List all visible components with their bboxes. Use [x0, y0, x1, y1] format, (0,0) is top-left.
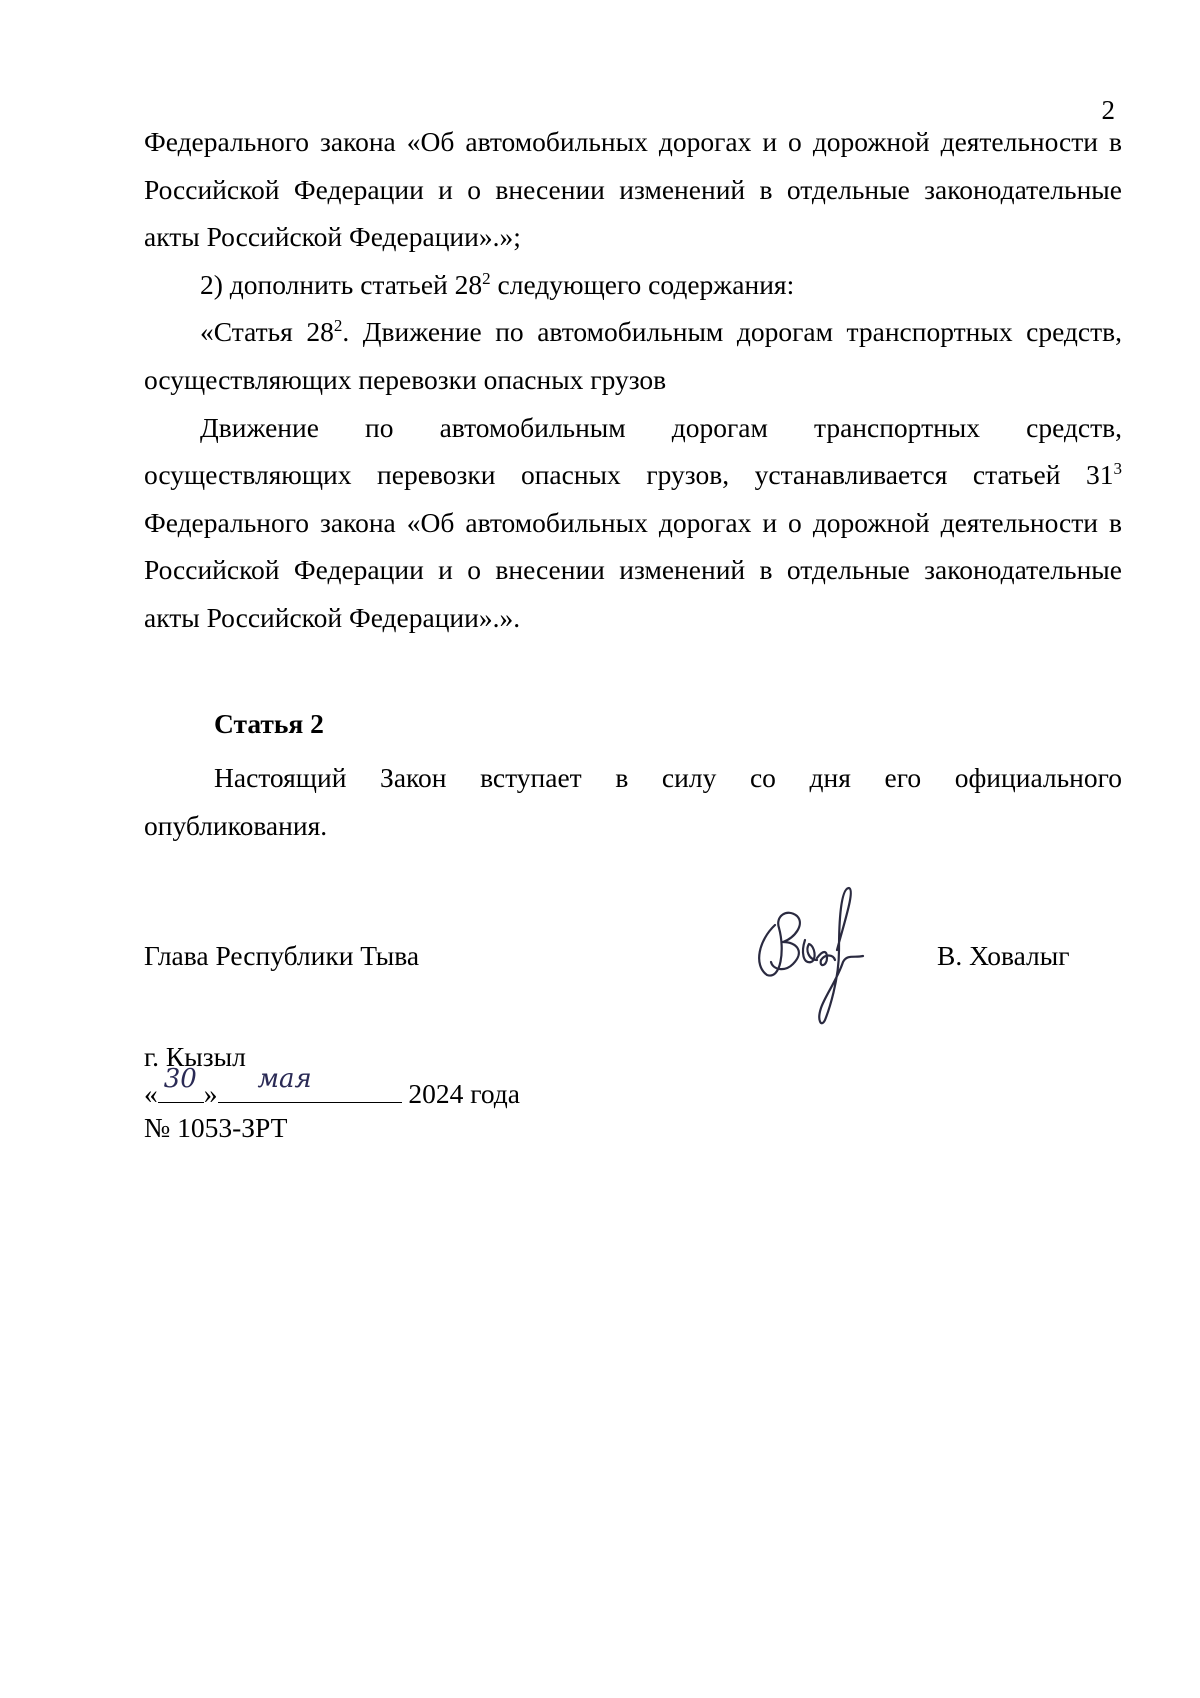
- article2-heading: Статья 2: [214, 708, 324, 739]
- body-line2-prefix: осуществляющих перевозки опасных грузов, устанавливается статьей 31: [144, 459, 1114, 491]
- page-number: 2: [1101, 95, 1115, 125]
- article2-line: Настоящий Закон вступает в силу со дня его официального: [214, 762, 1122, 793]
- new-article-body-line: акты Российской Федерации».».: [144, 601, 521, 633]
- new-article-title-suffix: . Движение по автомобильным дорогам транспортных средств,: [342, 316, 1122, 348]
- document-footer: [144, 1040, 520, 1145]
- day-field: [158, 1064, 204, 1103]
- item-2: [144, 261, 1122, 309]
- item-2-suffix: следующего содержания:: [490, 268, 795, 300]
- year: 2024 года: [401, 1078, 520, 1109]
- new-article-body-line: Федерального закона «Об автомобильных дорогах и о дорожной деятельности в: [144, 506, 1122, 538]
- new-article-body-line: Движение по автомобильным дорогам транспортных средств,: [200, 411, 1122, 443]
- article2-body: [144, 754, 1122, 849]
- handwritten-signature: [745, 880, 885, 1030]
- article2-line: опубликования.: [144, 809, 328, 841]
- body-line2-sup: 3: [1113, 459, 1122, 478]
- new-article-body-line: [144, 451, 1122, 499]
- signatory-name: В. Ховалыг: [937, 940, 1070, 971]
- new-article-body-line: Российской Федерации и о внесении изменений в отдельные законодательные: [144, 554, 1122, 586]
- handwritten-day: 30: [163, 1064, 197, 1094]
- date-close-quote: »: [203, 1078, 218, 1109]
- paragraph-line: акты Российской Федерации».»;: [144, 221, 521, 253]
- document-number: № 1053-ЗРТ: [144, 1112, 288, 1143]
- new-article-title-line2: осуществляющих перевозки опасных грузов: [144, 363, 667, 395]
- date-line: [144, 1064, 520, 1111]
- item-2-prefix: 2) дополнить статьей 28: [200, 268, 483, 300]
- item-2-sup: 2: [482, 268, 491, 288]
- paragraph-line: Российской Федерации и о внесении изменений в отдельные законодательные: [144, 173, 1122, 205]
- new-article-title: [144, 308, 1122, 356]
- paragraph-line: Федерального закона «Об автомобильных дорогах и о дорожной деятельности в: [144, 126, 1122, 157]
- month-field: [218, 1064, 402, 1103]
- new-article-title-prefix: «Статья 28: [200, 316, 334, 348]
- signatory-position: Глава Республики Тыва: [144, 940, 420, 971]
- handwritten-month: мая: [257, 1064, 312, 1094]
- new-article-title-sup: 2: [333, 316, 343, 336]
- article1-continuation: [144, 118, 1122, 642]
- date-open-quote: «: [144, 1078, 158, 1109]
- city: г. Кызыл: [144, 1041, 246, 1072]
